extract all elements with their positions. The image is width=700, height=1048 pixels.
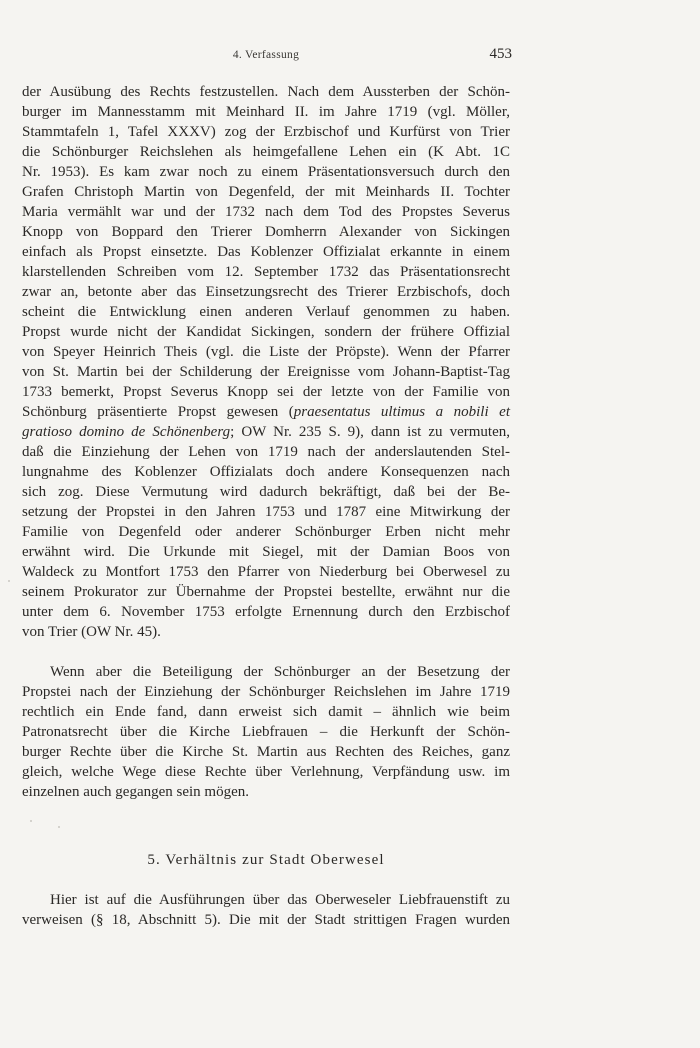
- text-line: seinem Prokurator zur Übernahme der Propstei bestellte, erwähnt nur die: [22, 584, 510, 600]
- text-line: 1733 bemerkt, Propst Severus Knopp sei der letzte von der Familie von: [22, 384, 510, 400]
- text-line-latin-quote: [22, 422, 510, 442]
- text-line: von St. Martin bei der Schilderung der Ereignisse vom Johann-Baptist-Tag: [22, 364, 510, 380]
- text-line: burger Rechte über die Kirche St. Martin aus Rechten des Reiches, ganz: [22, 744, 510, 760]
- text-line: Maria vermählt war und der 1732 nach dem Tod des Propstes Severus: [22, 204, 510, 220]
- text-line: setzung der Propstei in den Jahren 1753 und 1787 eine Mitwirkung der: [22, 504, 510, 520]
- text-line: gleich, welche Wege diese Rechte über Verlehnung, Verpfändung usw. im: [22, 764, 510, 780]
- text-line-latin-quote: [22, 402, 510, 422]
- text-line: verweisen (§ 18, Abschnitt 5). Die mit der Stadt strittigen Fragen wurden: [22, 912, 510, 928]
- text-line: rechtlich ein Ende fand, dann erweist sich damit – ähnlich wie beim: [22, 704, 510, 720]
- text-line: burger im Mannesstamm mit Meinhard II. im Jahre 1719 (vgl. Möller,: [22, 104, 510, 120]
- text-line: Hier ist auf die Ausführungen über das Oberweseler Liebfrauenstift zu: [50, 892, 510, 908]
- text-line: Wenn aber die Beteiligung der Schönburger an der Besetzung der: [50, 664, 510, 680]
- text-line: daß die Einziehung der Lehen von 1719 nach der anderslautenden Stel-: [22, 444, 510, 460]
- text-line: Propst wurde nicht der Kandidat Sickingen, sondern der frühere Offizial: [22, 324, 510, 340]
- text-line: der Ausübung des Rechts festzustellen. Nach dem Aussterben der Schön-: [22, 84, 510, 100]
- running-head: [22, 44, 510, 64]
- text-line: Nr. 1953). Es kam zwar noch zu einem Präsentationsversuch durch den: [22, 164, 510, 180]
- text-line: Waldeck zu Montfort 1753 den Pfarrer von Niederburg bei Oberwesel zu: [22, 564, 510, 580]
- text-line: von Trier (OW Nr. 45).: [22, 624, 161, 640]
- text-run: Schönburg präsentierte Propst gewesen (: [22, 404, 294, 420]
- running-title: 4. Verfassung: [232, 49, 300, 61]
- scan-speck: [30, 820, 32, 822]
- text-line: klarstellenden Schreiben vom 12. September 1732 das Präsentationsrecht: [22, 264, 510, 280]
- page-number: 453: [489, 46, 512, 62]
- text-line: zwar an, betonte aber das Einsetzungsrecht des Trierer Erzbischofs, doch: [22, 284, 510, 300]
- text-line: erwähnt wird. Die Urkunde mit Siegel, mit der Damian Boos von: [22, 544, 510, 560]
- text-line: Propstei nach der Einziehung der Schönburger Reichslehen im Jahre 1719: [22, 684, 510, 700]
- text-run: ; OW Nr. 235 S. 9), dann ist zu vermuten,: [230, 424, 511, 440]
- text-line: lungnahme des Koblenzer Offizialats doch andere Konsequenzen nach: [22, 464, 510, 480]
- scan-speck: [58, 826, 60, 828]
- text-line: Stammtafeln 1, Tafel XXXV) zog der Erzbischof und Kurfürst von Trier: [22, 124, 510, 140]
- text-line: scheint die Entwicklung einen anderen Verlauf genommen zu haben.: [22, 304, 510, 320]
- text-line: einfach als Propst einsetzte. Das Koblenzer Offizialat erkannte in einem: [22, 244, 510, 260]
- text-line: einzelnen auch gegangen sein mögen.: [22, 784, 249, 800]
- scan-speck: [8, 580, 10, 582]
- section-heading: 5. Verhältnis zur Stadt Oberwesel: [147, 852, 385, 868]
- text-line: Familie von Degenfeld oder anderer Schönburger Erben nicht mehr: [22, 524, 510, 540]
- latin-quote-italic: praesentatus ultimus a nobili et: [293, 404, 510, 420]
- text-line: die Schönburger Reichslehen als heimgefallene Lehen ein (K Abt. 1C: [22, 144, 510, 160]
- text-line: Knopp von Boppard den Trierer Domherrn Alexander von Sickingen: [22, 224, 510, 240]
- text-line: unter dem 6. November 1753 erfolgte Ernennung durch den Erzbischof: [22, 604, 510, 620]
- latin-quote-italic: gratioso domino de Schönenberg: [22, 424, 231, 440]
- text-line: sich zog. Diese Vermutung wird dadurch bekräftigt, daß bei der Be-: [22, 484, 510, 500]
- text-line: von Speyer Heinrich Theis (vgl. die Liste der Pröpste). Wenn der Pfarrer: [22, 344, 510, 360]
- text-line: Patronatsrecht über die Kirche Liebfrauen – die Herkunft der Schön-: [22, 724, 510, 740]
- text-line: Grafen Christoph Martin von Degenfeld, der mit Meinhards II. Tochter: [22, 184, 510, 200]
